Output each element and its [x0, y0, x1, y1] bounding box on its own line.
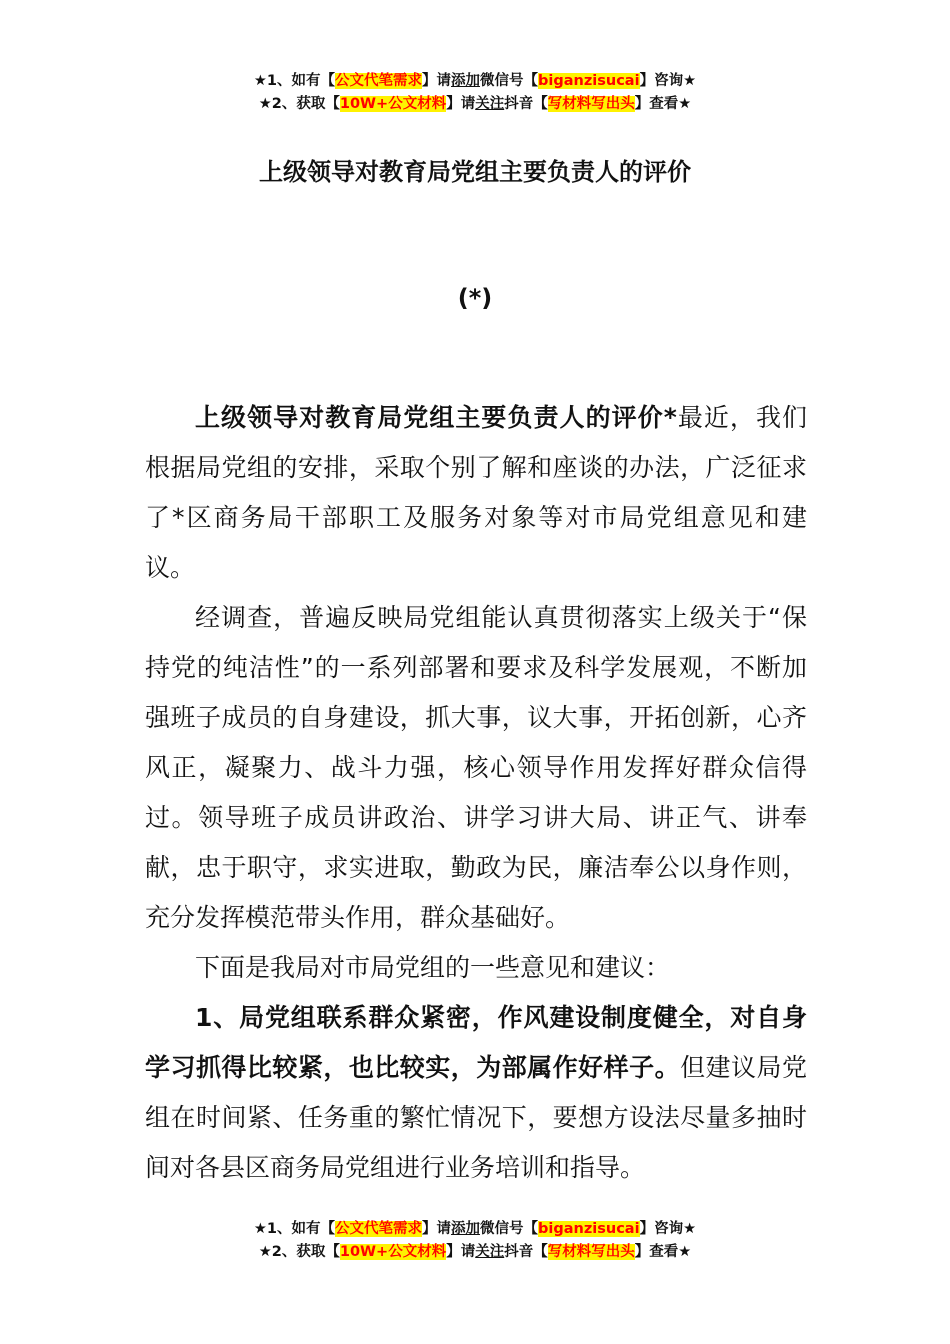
- promo-text: ★1、如有【: [253, 1221, 336, 1237]
- promo-text: 】请: [422, 1221, 452, 1237]
- promo-text: ★2、获取【: [258, 96, 340, 112]
- paragraph-text: 但建议局党组在时间紧、任务重的繁忙情况下，要想方设法尽量多抽时间对各县区商务局党组进行业务培训和指导。: [145, 1053, 807, 1182]
- promo-text: 抖音【: [504, 96, 548, 112]
- promo-text: 】咨询★: [639, 73, 697, 89]
- paragraph-text: 下面是我局对市局党组的一些意见和建议：: [195, 953, 671, 982]
- promo-text: 】请: [422, 73, 452, 89]
- promo-highlight: 公文代笔需求: [335, 1221, 423, 1237]
- paragraph-4: [145, 993, 807, 1193]
- promo-banner-bottom: [0, 1218, 950, 1264]
- promo-text: ★2、获取【: [258, 1244, 340, 1260]
- document-body: [145, 393, 807, 1193]
- paragraph-lead: 上级领导对教育局党组主要负责人的评价*: [195, 403, 677, 432]
- paragraph-text: 经调查，普遍反映局党组能认真贯彻落实上级关于“保持党的纯洁性”的一系列部署和要求及科学发展观，不断加强班子成员的自身建设，抓大事，议大事，开拓创新，心齐风正，凝聚力、战斗力强，核心领导作用发挥好群众信得过。领导班子成员讲政治、讲学习讲大局、讲正气、讲奉献，忠于职守，求实进取，勤政为民，廉洁奉公以身作则，充分发挥模范带头作用，群众基础好。: [145, 603, 807, 932]
- promo-text: 】查看★: [634, 96, 692, 112]
- promo-highlight: biganzisucai: [538, 1221, 640, 1237]
- promo-text: 抖音【: [504, 1244, 548, 1260]
- promo-highlight: 写材料写出头: [547, 96, 635, 112]
- promo-highlight: 10W+公文材料: [339, 96, 447, 112]
- paragraph-lead: 1、局党组联系群众紧密，作风建设制度健全，对自身学习抓得比较紧，也比较实，为部属作好样子。: [145, 1003, 807, 1082]
- promo-underline: 添加: [451, 73, 481, 89]
- document-title: 上级领导对教育局党组主要负责人的评价: [259, 158, 691, 186]
- promo-text: 】咨询★: [639, 1221, 697, 1237]
- paragraph-3: [145, 943, 807, 993]
- promo-text: ★1、如有【: [253, 73, 336, 89]
- promo-text: 微信号【: [480, 73, 539, 89]
- promo-underline: 关注: [475, 1244, 505, 1260]
- promo-text: 】查看★: [634, 1244, 692, 1260]
- promo-underline: 关注: [475, 96, 505, 112]
- promo-text: 微信号【: [480, 1221, 539, 1237]
- document-subtitle: (*): [457, 284, 493, 312]
- paragraph-1: [145, 393, 807, 593]
- promo-highlight: 写材料写出头: [547, 1244, 635, 1260]
- promo-underline: 添加: [451, 1221, 481, 1237]
- paragraph-2: [145, 593, 807, 943]
- promo-banner-top: [0, 70, 950, 116]
- promo-text: 】请: [446, 96, 476, 112]
- promo-text: 】请: [446, 1244, 476, 1260]
- promo-highlight: 10W+公文材料: [339, 1244, 447, 1260]
- promo-line-1: [0, 70, 950, 93]
- promo-line-1: [0, 1218, 950, 1241]
- promo-highlight: 公文代笔需求: [335, 73, 423, 89]
- promo-line-2: [0, 93, 950, 116]
- promo-line-2: [0, 1241, 950, 1264]
- promo-highlight: biganzisucai: [538, 73, 640, 89]
- paragraph-text: 最近，我们根据局党组的安排，采取个别了解和座谈的办法，广泛征求了*区商务局干部职工及服务对象等对市局党组意见和建议。: [145, 403, 807, 582]
